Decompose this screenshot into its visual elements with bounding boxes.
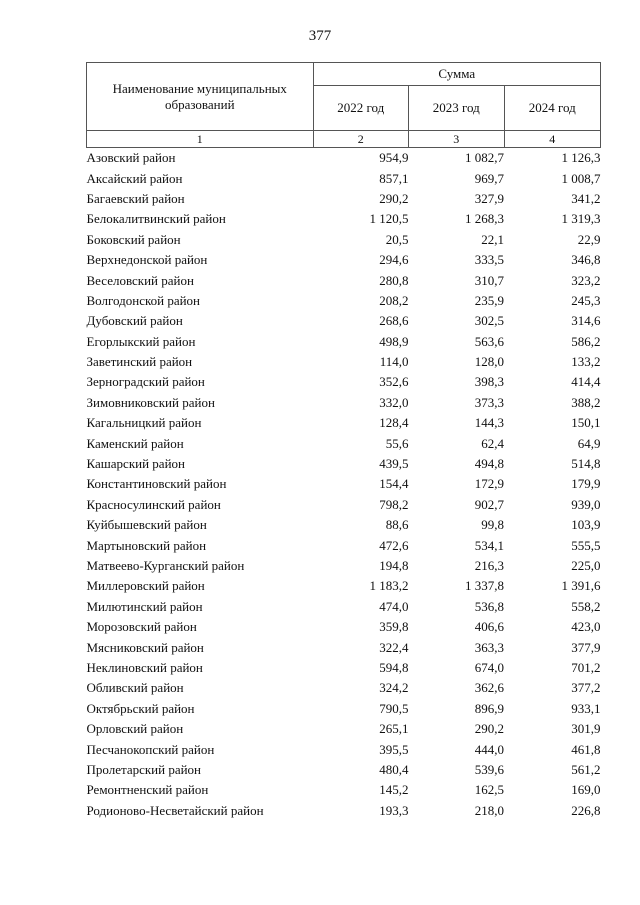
value-2024: 346,8 — [571, 252, 601, 268]
value-2022: 474,0 — [379, 598, 409, 614]
value-2023: 362,6 — [474, 680, 505, 696]
value-2023: 99,8 — [481, 517, 505, 533]
value-2024: 555,5 — [571, 537, 601, 553]
value-2022: 290,2 — [379, 190, 409, 206]
table-row — [87, 760, 601, 780]
value-2023: 218,0 — [474, 802, 505, 818]
table-row — [87, 168, 601, 188]
value-2023: 902,7 — [474, 496, 505, 512]
table-row — [87, 739, 601, 759]
table-row — [87, 433, 601, 453]
value-2022: 798,2 — [379, 496, 409, 512]
district-name: Аксайский район — [86, 170, 183, 186]
table-row — [87, 556, 601, 576]
column-number: 2 — [313, 131, 408, 148]
value-2023: 363,3 — [474, 639, 505, 655]
table-row — [87, 372, 601, 392]
table-row — [87, 597, 601, 617]
header-year-2024: 2024 год — [504, 86, 600, 131]
value-2022: 154,4 — [379, 476, 409, 492]
district-name: Багаевский район — [86, 190, 185, 206]
value-2022: 322,4 — [379, 639, 409, 655]
district-name: Куйбышевский район — [86, 517, 207, 533]
district-name: Каменский район — [86, 435, 184, 451]
value-2022: 790,5 — [379, 700, 409, 716]
table-body — [87, 148, 601, 821]
table-row — [87, 658, 601, 678]
table-row — [87, 230, 601, 250]
value-2024: 64,9 — [577, 435, 601, 451]
value-2022: 395,5 — [379, 741, 409, 757]
value-2022: 1 183,2 — [369, 578, 409, 594]
table-row — [87, 189, 601, 209]
value-2022: 194,8 — [379, 558, 409, 573]
value-2023: 310,7 — [474, 272, 505, 288]
table-row — [87, 637, 601, 657]
table-header — [87, 63, 601, 148]
table-row — [87, 291, 601, 311]
column-number: 1 — [87, 131, 314, 148]
value-2024: 388,2 — [571, 394, 601, 410]
table-row — [87, 495, 601, 515]
value-2023: 444,0 — [474, 741, 505, 757]
value-2022: 352,6 — [379, 374, 409, 390]
district-name: Неклиновский район — [86, 659, 203, 675]
value-2024: 377,2 — [571, 680, 601, 696]
district-name: Верхнедонской район — [86, 252, 208, 268]
table-row — [87, 148, 601, 169]
value-2023: 327,9 — [474, 190, 505, 206]
district-name: Боковский район — [86, 231, 181, 247]
district-name: Веселовский район — [86, 272, 194, 288]
value-2024: 341,2 — [571, 190, 601, 206]
table-row — [87, 209, 601, 229]
value-2024: 1 391,6 — [561, 578, 601, 594]
district-name: Зимовниковский район — [86, 394, 215, 410]
value-2023: 172,9 — [474, 476, 505, 492]
district-name: Заветинский район — [86, 354, 193, 370]
value-2022: 114,0 — [379, 354, 409, 370]
value-2024: 226,8 — [571, 802, 601, 818]
value-2024: 1 008,7 — [561, 170, 601, 186]
value-2023: 290,2 — [474, 721, 505, 737]
value-2023: 1 337,8 — [465, 578, 505, 594]
district-name: Песчанокопский район — [86, 741, 215, 757]
value-2023: 333,5 — [474, 252, 505, 268]
value-2022: 359,8 — [379, 619, 409, 635]
table-row — [87, 719, 601, 739]
value-2022: 128,4 — [379, 415, 409, 431]
value-2022: 208,2 — [379, 292, 409, 308]
district-name: Обливский район — [86, 680, 184, 696]
value-2024: 701,2 — [571, 659, 601, 675]
value-2022: 332,0 — [379, 394, 409, 410]
value-2023: 302,5 — [474, 313, 505, 329]
value-2022: 498,9 — [379, 333, 409, 349]
header-sum: Сумма — [313, 63, 600, 86]
table-row — [87, 535, 601, 555]
district-name: Кагальницкий район — [86, 415, 202, 431]
value-2024: 414,4 — [571, 374, 601, 390]
column-number: 4 — [504, 131, 600, 148]
district-name: Мартыновский район — [86, 537, 207, 553]
district-name: Белокалитвинский район — [86, 211, 226, 227]
district-name: Ремонтненский район — [86, 782, 209, 798]
value-2024: 586,2 — [571, 333, 601, 349]
value-2024: 245,3 — [571, 292, 601, 308]
district-name: Кашарский район — [86, 456, 185, 472]
value-2023: 1 082,7 — [465, 150, 505, 166]
value-2022: 1 120,5 — [369, 211, 409, 227]
value-2023: 534,1 — [474, 537, 505, 553]
district-name: Морозовский район — [86, 619, 197, 635]
value-2023: 128,0 — [474, 354, 505, 370]
budget-table — [86, 62, 601, 821]
value-2023: 536,8 — [474, 598, 505, 614]
district-name: Пролетарский район — [86, 761, 202, 777]
district-name: Орловский район — [86, 721, 184, 737]
value-2022: 594,8 — [379, 659, 409, 675]
value-2022: 439,5 — [379, 456, 409, 472]
value-2023: 896,9 — [474, 700, 505, 716]
value-2022: 265,1 — [379, 721, 409, 737]
value-2024: 558,2 — [571, 598, 601, 614]
value-2024: 314,6 — [571, 313, 601, 329]
value-2024: 377,9 — [571, 639, 601, 655]
district-name: Константиновский район — [86, 476, 227, 492]
value-2023: 373,3 — [474, 394, 505, 410]
value-2024: 169,0 — [571, 782, 601, 798]
district-name: Октябрьский район — [86, 700, 195, 716]
value-2022: 55,6 — [385, 435, 409, 451]
value-2022: 88,6 — [385, 517, 409, 533]
value-2023: 216,3 — [474, 558, 505, 573]
table-row — [87, 678, 601, 698]
value-2022: 20,5 — [385, 231, 409, 247]
value-2024: 461,8 — [571, 741, 601, 757]
value-2023: 406,6 — [474, 619, 505, 635]
value-2024: 323,2 — [571, 272, 601, 288]
value-2024: 103,9 — [571, 517, 601, 533]
value-2023: 144,3 — [474, 415, 505, 431]
district-name: Дубовский район — [86, 313, 183, 329]
value-2023: 494,8 — [474, 456, 505, 472]
value-2024: 225,0 — [571, 558, 601, 573]
district-name: Милютинский район — [86, 598, 203, 614]
value-2024: 1 319,3 — [561, 211, 601, 227]
value-2023: 22,1 — [481, 231, 505, 247]
table-row — [87, 576, 601, 596]
table-row — [87, 250, 601, 270]
district-name: Волгодонской район — [86, 292, 201, 308]
value-2023: 969,7 — [474, 170, 505, 186]
table-row — [87, 352, 601, 372]
table-row — [87, 474, 601, 494]
value-2024: 133,2 — [571, 354, 601, 370]
header-year-2023: 2023 год — [409, 86, 504, 131]
value-2022: 193,3 — [379, 802, 409, 818]
table-row — [87, 515, 601, 535]
table-row — [87, 617, 601, 637]
value-2022: 294,6 — [379, 252, 409, 268]
value-2023: 62,4 — [481, 435, 505, 451]
value-2022: 857,1 — [379, 170, 409, 186]
value-2024: 301,9 — [571, 721, 601, 737]
value-2022: 480,4 — [379, 761, 409, 777]
value-2024: 514,8 — [571, 456, 601, 472]
value-2022: 280,8 — [379, 272, 409, 288]
value-2024: 179,9 — [571, 476, 601, 492]
header-name: Наименование муниципальных образований — [87, 63, 314, 131]
value-2024: 561,2 — [571, 761, 601, 777]
table-row — [87, 413, 601, 433]
value-2023: 162,5 — [474, 782, 505, 798]
value-2024: 939,0 — [571, 496, 601, 512]
district-name: Матвеево-Курганский район — [86, 558, 245, 573]
table-row — [87, 780, 601, 800]
value-2023: 674,0 — [474, 659, 505, 675]
table-row — [87, 311, 601, 331]
value-2022: 145,2 — [379, 782, 409, 798]
district-name: Мясниковский район — [86, 639, 204, 655]
value-2024: 150,1 — [571, 415, 601, 431]
district-name: Егорлыкский район — [86, 333, 196, 349]
value-2022: 472,6 — [379, 537, 409, 553]
table-row — [87, 454, 601, 474]
district-name: Миллеровский район — [86, 578, 205, 594]
header-year-2022: 2022 год — [313, 86, 408, 131]
table-row — [87, 801, 601, 821]
value-2024: 423,0 — [571, 619, 601, 635]
district-name: Родионово-Несветайский район — [86, 802, 264, 818]
value-2022: 268,6 — [379, 313, 409, 329]
value-2023: 1 268,3 — [465, 211, 505, 227]
table-row — [87, 270, 601, 290]
page-number: 377 — [308, 28, 332, 44]
table-row — [87, 699, 601, 719]
column-number: 3 — [409, 131, 504, 148]
value-2024: 933,1 — [571, 700, 601, 716]
district-name: Зерноградский район — [86, 374, 205, 390]
value-2024: 22,9 — [577, 231, 601, 247]
table-row — [87, 393, 601, 413]
value-2023: 398,3 — [474, 374, 505, 390]
value-2023: 539,6 — [474, 761, 505, 777]
value-2023: 563,6 — [474, 333, 505, 349]
value-2023: 235,9 — [474, 292, 505, 308]
district-name: Азовский район — [86, 150, 176, 166]
district-name: Красносулинский район — [86, 496, 221, 512]
value-2022: 324,2 — [379, 680, 409, 696]
value-2024: 1 126,3 — [561, 150, 601, 166]
value-2022: 954,9 — [379, 150, 409, 166]
table-row — [87, 332, 601, 352]
